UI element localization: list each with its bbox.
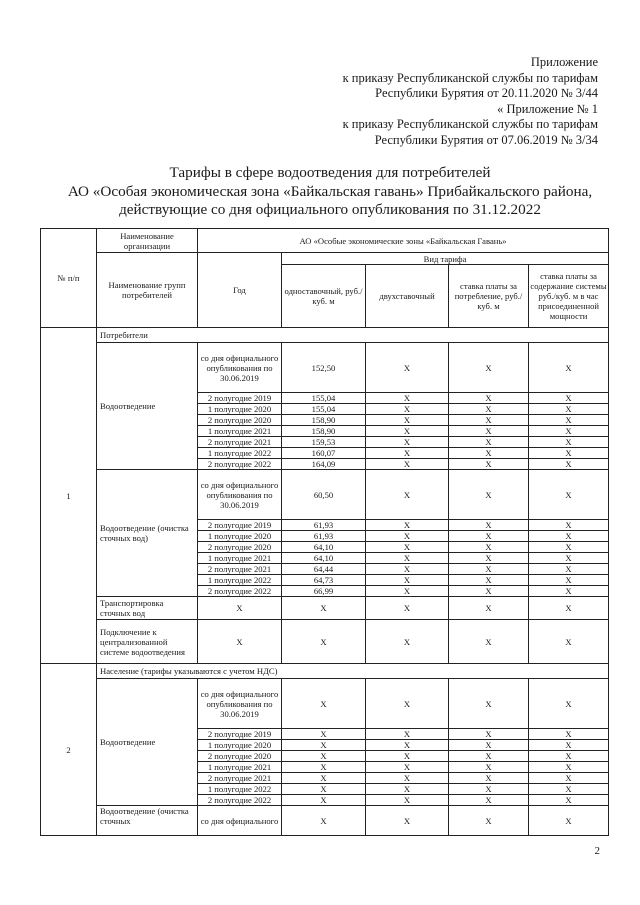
single-rate-value: X xyxy=(282,620,366,664)
header-consumption-rate: ставка платы за потребление, руб./ куб. м xyxy=(449,265,529,328)
consumption-rate-value: X xyxy=(449,740,529,751)
maintenance-rate-value: X xyxy=(529,806,609,836)
maintenance-rate-value: X xyxy=(529,437,609,448)
two-rate-value: X xyxy=(366,426,449,437)
table-body xyxy=(41,328,609,836)
two-rate-value: X xyxy=(366,620,449,664)
single-rate-value: X xyxy=(282,740,366,751)
consumption-rate-value: X xyxy=(449,620,529,664)
single-rate-value: 160,07 xyxy=(282,448,366,459)
two-rate-value: X xyxy=(366,773,449,784)
title-line: действующие со дня официального опубликования по 31.12.2022 xyxy=(119,201,541,218)
two-rate-value: X xyxy=(366,531,449,542)
two-rate-value: X xyxy=(366,762,449,773)
two-rate-value: X xyxy=(366,575,449,586)
period-cell: 2 полугодие 2022 xyxy=(198,459,282,470)
single-rate-value: 64,73 xyxy=(282,575,366,586)
table-row xyxy=(41,806,609,836)
consumer-group: Водоотведение (очистка сточных xyxy=(97,806,198,836)
period-cell: 2 полугодие 2021 xyxy=(198,437,282,448)
period-cell: 2 полугодие 2019 xyxy=(198,729,282,740)
consumption-rate-value: X xyxy=(449,679,529,729)
maintenance-rate-value: X xyxy=(529,729,609,740)
two-rate-value: X xyxy=(366,404,449,415)
maintenance-rate-value: X xyxy=(529,393,609,404)
single-rate-value: 66,99 xyxy=(282,586,366,597)
single-rate-value: X xyxy=(282,597,366,620)
maintenance-rate-value: X xyxy=(529,520,609,531)
maintenance-rate-value: X xyxy=(529,773,609,784)
maintenance-rate-value: X xyxy=(529,751,609,762)
two-rate-value: X xyxy=(366,784,449,795)
maintenance-rate-value: X xyxy=(529,553,609,564)
two-rate-value: X xyxy=(366,520,449,531)
consumption-rate-value: X xyxy=(449,729,529,740)
period-cell: 1 полугодие 2021 xyxy=(198,426,282,437)
single-rate-value: 159,53 xyxy=(282,437,366,448)
two-rate-value: X xyxy=(366,343,449,393)
consumption-rate-value: X xyxy=(449,586,529,597)
table-row xyxy=(41,343,609,393)
page-number: 2 xyxy=(594,845,600,857)
consumption-rate-value: X xyxy=(449,448,529,459)
consumption-rate-value: X xyxy=(449,393,529,404)
header-single-rate: одноставочный, руб./ куб. м xyxy=(282,265,366,328)
consumption-rate-value: X xyxy=(449,806,529,836)
maintenance-rate-value: X xyxy=(529,784,609,795)
two-rate-value: X xyxy=(366,586,449,597)
period-cell: X xyxy=(198,620,282,664)
consumption-rate-value: X xyxy=(449,459,529,470)
consumption-rate-value: X xyxy=(449,597,529,620)
single-rate-value: X xyxy=(282,795,366,806)
period-cell: 2 полугодие 2020 xyxy=(198,542,282,553)
consumer-group: Транспортировка сточных вод xyxy=(97,597,198,620)
consumption-rate-value: X xyxy=(449,343,529,393)
consumption-rate-value: X xyxy=(449,520,529,531)
section-number: 1 xyxy=(41,328,97,664)
period-cell: 2 полугодие 2021 xyxy=(198,773,282,784)
single-rate-value: X xyxy=(282,679,366,729)
consumer-group: Водоотведение xyxy=(97,343,198,470)
period-cell: 1 полугодие 2020 xyxy=(198,404,282,415)
maintenance-rate-value: X xyxy=(529,564,609,575)
period-cell: со дня официального опубликования по 30.06.2019 xyxy=(198,679,282,729)
header-org-name: АО «Особые экономические зоны «Байкальская Гавань» xyxy=(198,229,609,253)
two-rate-value: X xyxy=(366,553,449,564)
table-row xyxy=(41,470,609,520)
maintenance-rate-value: X xyxy=(529,620,609,664)
single-rate-value: X xyxy=(282,806,366,836)
period-cell: 2 полугодие 2021 xyxy=(198,564,282,575)
title-line: Тарифы в сфере водоотведения для потребителей xyxy=(169,164,491,181)
consumption-rate-value: X xyxy=(449,404,529,415)
maintenance-rate-value: X xyxy=(529,459,609,470)
consumption-rate-value: X xyxy=(449,437,529,448)
single-rate-value: 64,10 xyxy=(282,542,366,553)
maintenance-rate-value: X xyxy=(529,470,609,520)
header-group-label: Наименование групп потребителей xyxy=(97,253,198,328)
consumption-rate-value: X xyxy=(449,531,529,542)
header-line: Приложение xyxy=(530,55,598,69)
header-num: № п/п xyxy=(41,229,97,328)
header-org-label: Наименование организации xyxy=(97,229,198,253)
table-row xyxy=(41,679,609,729)
single-rate-value: X xyxy=(282,762,366,773)
single-rate-value: X xyxy=(282,784,366,795)
single-rate-value: 155,04 xyxy=(282,404,366,415)
single-rate-value: 164,09 xyxy=(282,459,366,470)
maintenance-rate-value: X xyxy=(529,426,609,437)
consumption-rate-value: X xyxy=(449,773,529,784)
period-cell: 1 полугодие 2021 xyxy=(198,762,282,773)
consumption-rate-value: X xyxy=(449,795,529,806)
consumer-group: Водоотведение xyxy=(97,679,198,806)
header-maintenance-rate: ставка платы за содержание системы руб./куб. м в час присоединенной мощности xyxy=(529,265,609,328)
header-line: « Приложение № 1 xyxy=(497,101,598,116)
consumption-rate-value: X xyxy=(449,426,529,437)
consumer-group: Подключение к централизованной системе водоотведения xyxy=(97,620,198,664)
table-row xyxy=(41,620,609,664)
single-rate-value: 158,90 xyxy=(282,426,366,437)
two-rate-value: X xyxy=(366,448,449,459)
single-rate-value: 158,90 xyxy=(282,415,366,426)
maintenance-rate-value: X xyxy=(529,404,609,415)
consumption-rate-value: X xyxy=(449,751,529,762)
period-cell: со дня официального xyxy=(198,806,282,836)
maintenance-rate-value: X xyxy=(529,586,609,597)
maintenance-rate-value: X xyxy=(529,679,609,729)
consumption-rate-value: X xyxy=(449,575,529,586)
section-title: Население (тарифы указываются с учетом НДС) xyxy=(97,664,609,679)
two-rate-value: X xyxy=(366,597,449,620)
period-cell: 2 полугодие 2022 xyxy=(198,586,282,597)
two-rate-value: X xyxy=(366,470,449,520)
two-rate-value: X xyxy=(366,679,449,729)
title-line: АО «Особая экономическая зона «Байкальская гавань» Прибайкальского района, xyxy=(67,182,593,200)
maintenance-rate-value: X xyxy=(529,740,609,751)
single-rate-value: X xyxy=(282,729,366,740)
period-cell: 2 полугодие 2019 xyxy=(198,393,282,404)
consumption-rate-value: X xyxy=(449,470,529,520)
consumption-rate-value: X xyxy=(449,542,529,553)
appendix-header xyxy=(343,55,598,149)
header-two-rate: двухставочный xyxy=(366,265,449,328)
maintenance-rate-value: X xyxy=(529,343,609,393)
section-title-row xyxy=(41,664,609,679)
section-title-row xyxy=(41,328,609,343)
period-cell: X xyxy=(198,597,282,620)
consumption-rate-value: X xyxy=(449,762,529,773)
document-title xyxy=(40,164,620,220)
single-rate-value: X xyxy=(282,773,366,784)
two-rate-value: X xyxy=(366,393,449,404)
single-rate-value: 155,04 xyxy=(282,393,366,404)
period-cell: 1 полугодие 2022 xyxy=(198,784,282,795)
header-year: Год xyxy=(198,253,282,328)
period-cell: 1 полугодие 2021 xyxy=(198,553,282,564)
tariff-table xyxy=(40,228,609,836)
maintenance-rate-value: X xyxy=(529,597,609,620)
two-rate-value: X xyxy=(366,415,449,426)
maintenance-rate-value: X xyxy=(529,762,609,773)
header-tariff-type: Вид тарифа xyxy=(282,253,609,265)
period-cell: 2 полугодие 2020 xyxy=(198,751,282,762)
maintenance-rate-value: X xyxy=(529,448,609,459)
single-rate-value: 64,44 xyxy=(282,564,366,575)
period-cell: 1 полугодие 2022 xyxy=(198,575,282,586)
two-rate-value: X xyxy=(366,542,449,553)
period-cell: со дня официального опубликования по 30.06.2019 xyxy=(198,470,282,520)
consumption-rate-value: X xyxy=(449,564,529,575)
maintenance-rate-value: X xyxy=(529,795,609,806)
section-number: 2 xyxy=(41,664,97,836)
maintenance-rate-value: X xyxy=(529,575,609,586)
two-rate-value: X xyxy=(366,751,449,762)
consumption-rate-value: X xyxy=(449,415,529,426)
single-rate-value: 61,93 xyxy=(282,531,366,542)
consumption-rate-value: X xyxy=(449,784,529,795)
two-rate-value: X xyxy=(366,459,449,470)
period-cell: 1 полугодие 2020 xyxy=(198,531,282,542)
table-row xyxy=(41,597,609,620)
period-cell: 2 полугодие 2022 xyxy=(198,795,282,806)
header-line: к приказу Республиканской службы по тарифам xyxy=(342,117,598,132)
header-line: Республики Бурятия от 20.11.2020 № 3/44 xyxy=(375,86,598,101)
maintenance-rate-value: X xyxy=(529,415,609,426)
period-cell: 2 полугодие 2020 xyxy=(198,415,282,426)
period-cell: 1 полугодие 2020 xyxy=(198,740,282,751)
single-rate-value: 61,93 xyxy=(282,520,366,531)
two-rate-value: X xyxy=(366,795,449,806)
two-rate-value: X xyxy=(366,729,449,740)
consumption-rate-value: X xyxy=(449,553,529,564)
two-rate-value: X xyxy=(366,740,449,751)
single-rate-value: X xyxy=(282,751,366,762)
section-title: Потребители xyxy=(97,328,609,343)
maintenance-rate-value: X xyxy=(529,542,609,553)
period-cell: со дня официального опубликования по 30.06.2019 xyxy=(198,343,282,393)
period-cell: 2 полугодие 2019 xyxy=(198,520,282,531)
two-rate-value: X xyxy=(366,564,449,575)
single-rate-value: 64,10 xyxy=(282,553,366,564)
header-line: Республики Бурятия от 07.06.2019 № 3/34 xyxy=(374,132,598,147)
period-cell: 1 полугодие 2022 xyxy=(198,448,282,459)
maintenance-rate-value: X xyxy=(529,531,609,542)
consumer-group: Водоотведение (очистка сточных вод) xyxy=(97,470,198,597)
single-rate-value: 60,50 xyxy=(282,470,366,520)
single-rate-value: 152,50 xyxy=(282,343,366,393)
two-rate-value: X xyxy=(366,437,449,448)
two-rate-value: X xyxy=(366,806,449,836)
header-line: к приказу Республиканской службы по тарифам xyxy=(342,70,598,85)
